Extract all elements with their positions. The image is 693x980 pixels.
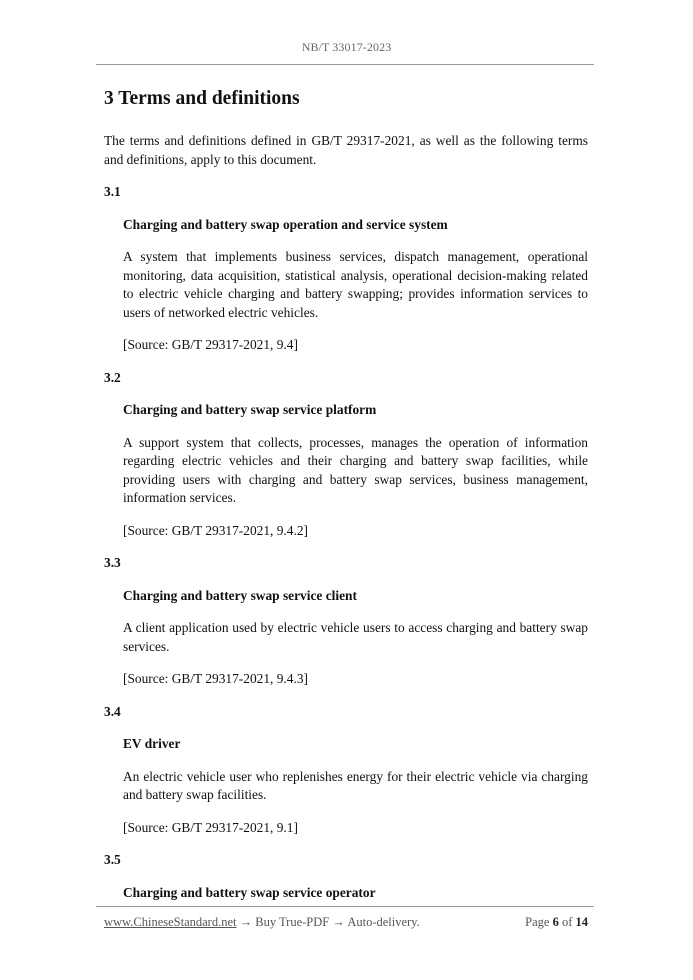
- term-number: 3.2: [104, 369, 121, 385]
- term-source: [Source: GB/T 29317-2021, 9.4.2]: [123, 522, 308, 538]
- term-entry: [104, 587, 588, 689]
- term-title: Charging and battery swap service client: [123, 587, 357, 603]
- term-title: Charging and battery swap operation and service system: [123, 216, 448, 232]
- page-header: [0, 40, 693, 55]
- footer-promo: [104, 915, 420, 930]
- term-source: [Source: GB/T 29317-2021, 9.4.3]: [123, 671, 308, 686]
- header-divider: [96, 64, 594, 65]
- term-number: 3.4: [104, 703, 121, 719]
- page-footer: [104, 915, 588, 930]
- document-code: NB/T 33017-2023: [301, 40, 392, 54]
- term-definition: A client application used by electric vehicle users to access charging and battery swap services.: [123, 620, 588, 654]
- term-definition: An electric vehicle user who replenishes energy for their electric vehicle via charging and battery swap facilities.: [123, 768, 588, 802]
- arrow-icon: →: [239, 915, 253, 929]
- footer-divider: [96, 906, 594, 907]
- section-intro: The terms and definitions defined in GB/T 29317-2021, as well as the following terms and definitions, apply to this document.: [104, 133, 588, 167]
- term-entry: [104, 216, 588, 355]
- page-current: 6: [552, 915, 559, 929]
- term-source: [Source: GB/T 29317-2021, 9.4]: [123, 337, 298, 352]
- page-label: Page: [525, 915, 550, 929]
- buy-text: Buy True-PDF: [255, 915, 330, 929]
- section-title: 3 Terms and definitions: [104, 88, 300, 109]
- term-number: 3.5: [104, 852, 121, 867]
- term-source: [Source: GB/T 29317-2021, 9.1]: [123, 819, 298, 835]
- page-indicator: [525, 915, 588, 930]
- term-entry: [104, 735, 588, 837]
- arrow-icon: →: [332, 915, 345, 929]
- term-definition: A system that implements business services, dispatch management, operational monitoring, data acquisition, statistical analysis, operational decision-making related to electric vehicle charging and battery swapping; provides information services to users of networked electric vehicles.: [123, 249, 588, 320]
- page-total: 14: [575, 915, 588, 929]
- page-of: of: [561, 915, 573, 929]
- term-entry: [104, 401, 588, 540]
- term-number: 3.3: [104, 555, 121, 570]
- page-content: [104, 86, 588, 916]
- term-title: Charging and battery swap service operator: [123, 884, 376, 900]
- term-definition: A support system that collects, processes, manages the operation of information regarding electric vehicles and their charging and battery swap facilities, while providing users with charging and battery swap services, business management, information services.: [123, 434, 588, 505]
- term-number: 3.1: [104, 184, 121, 199]
- term-entry: [104, 884, 588, 903]
- delivery-text: Auto-delivery.: [347, 915, 420, 929]
- site-link[interactable]: www.ChineseStandard.net: [104, 915, 237, 929]
- term-title: Charging and battery swap service platform: [123, 402, 377, 417]
- term-title: EV driver: [123, 736, 181, 751]
